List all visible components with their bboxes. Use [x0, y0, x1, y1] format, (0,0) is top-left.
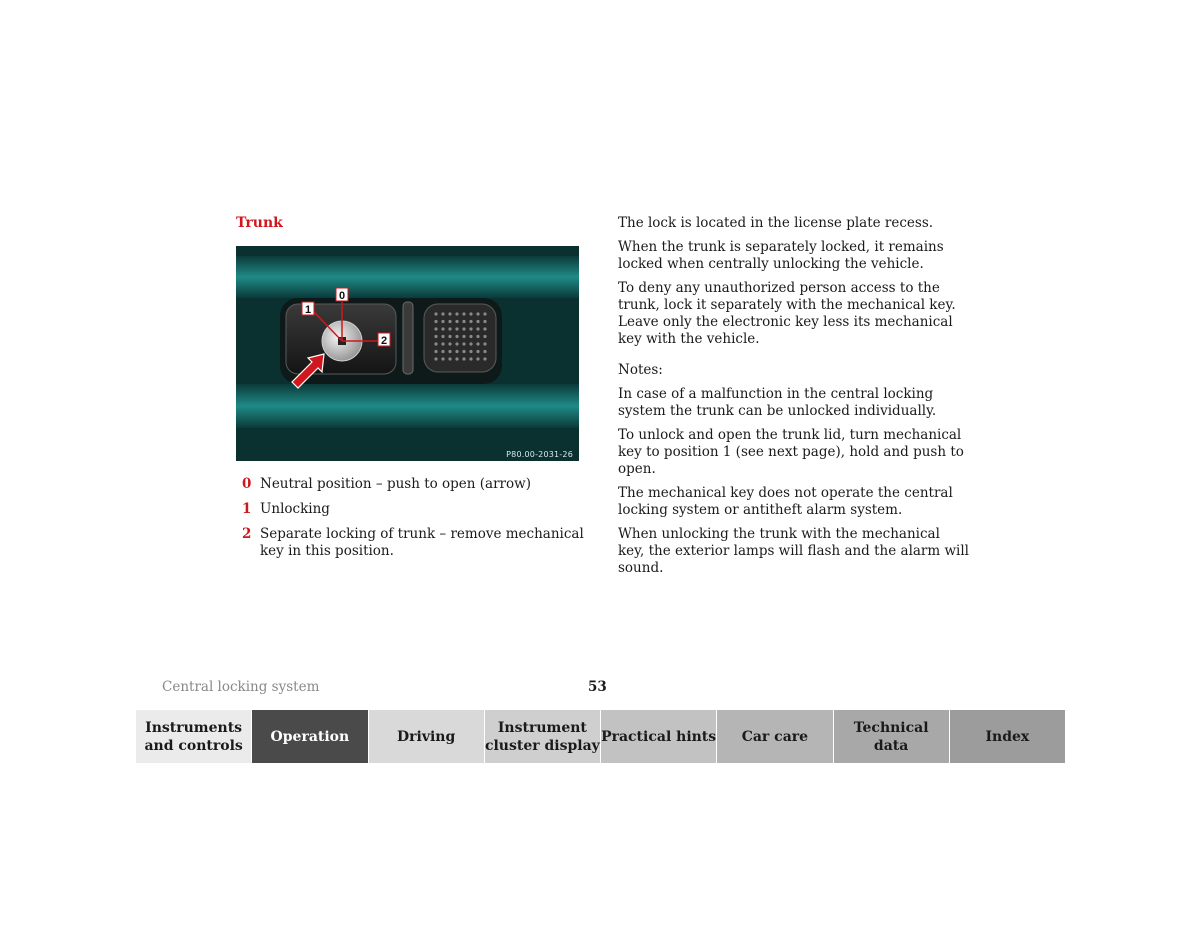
grip-dot [469, 342, 472, 345]
grip-dot [476, 342, 479, 345]
grip-dot [476, 335, 479, 338]
callout-1: 1 [304, 304, 312, 316]
grip-dot [434, 320, 437, 323]
body-paragraph: When the trunk is separately locked, it remains locked when centrally unlocking the vehicle. [618, 239, 944, 272]
grip-dot [483, 335, 486, 338]
legend-item [236, 526, 586, 560]
grip-dot [434, 312, 437, 315]
grip-dot [434, 342, 437, 345]
note-paragraph: In case of a malfunction in the central locking system the trunk can be unlocked individually. [618, 386, 937, 419]
grip-dot [434, 357, 437, 360]
nav-tab-instruments-and-controls[interactable]: Instruments and controls [136, 710, 252, 763]
chapter-nav [136, 710, 1065, 763]
legend-number: 0 [242, 476, 252, 492]
callout-2: 2 [380, 335, 388, 347]
grip-dot [455, 357, 458, 360]
grip-dot [483, 350, 486, 353]
body-paragraph: The lock is located in the license plate recess. [618, 215, 934, 231]
note-paragraph: When unlocking the trunk with the mechanical key, the exterior lamps will flash and the alarm will sound. [618, 526, 969, 576]
grip-dot [448, 357, 451, 360]
grip-dot [476, 320, 479, 323]
grip-dot [469, 327, 472, 330]
grip-dot [455, 350, 458, 353]
grip-dot [434, 350, 437, 353]
grip-dot [455, 320, 458, 323]
grip-dot [455, 312, 458, 315]
nav-tab-operation[interactable]: Operation [252, 710, 368, 763]
grip-dot [448, 320, 451, 323]
legend-list [236, 476, 586, 568]
grip-dot [455, 335, 458, 338]
grip-dot [448, 312, 451, 315]
note-paragraph: The mechanical key does not operate the central locking system or antitheft alarm system. [618, 485, 953, 518]
legend-item [236, 476, 586, 493]
divider-slot [403, 302, 413, 374]
grip-dot [483, 327, 486, 330]
grip-dot [448, 350, 451, 353]
grip-dot [476, 357, 479, 360]
grip-dot [462, 342, 465, 345]
body-paragraph: To deny any unauthorized person access to the trunk, lock it separately with the mechanical key. Leave only the electronic key less its mechanical key with the vehicle. [618, 280, 956, 347]
grip-dot [434, 335, 437, 338]
legend-text: Unlocking [260, 501, 330, 517]
grip-dot [469, 320, 472, 323]
grip-dot [483, 357, 486, 360]
grip-dot [462, 320, 465, 323]
nav-tab-practical-hints[interactable]: Practical hints [601, 710, 717, 763]
nav-tab-technical-data[interactable]: Technical data [834, 710, 950, 763]
legend-item [236, 501, 586, 518]
grip-dot [476, 327, 479, 330]
grip-dot [469, 335, 472, 338]
grip-dot [441, 350, 444, 353]
legend-number: 2 [242, 526, 252, 542]
trunk-lock-drawing [236, 246, 579, 461]
grip-dot [483, 312, 486, 315]
grip-dot [476, 350, 479, 353]
grip-dot [434, 327, 437, 330]
grip-dot [448, 342, 451, 345]
grip-dot [455, 327, 458, 330]
grip-dot [441, 327, 444, 330]
grip-dot [441, 312, 444, 315]
nav-tab-instrument-cluster-display[interactable]: Instrument cluster display [485, 710, 601, 763]
grip-dot [462, 350, 465, 353]
grip-dot [483, 342, 486, 345]
legend-number: 1 [242, 501, 252, 517]
grip-dot [469, 357, 472, 360]
grip-dot [455, 342, 458, 345]
legend-text: Separate locking of trunk – remove mechanical key in this position. [260, 526, 584, 559]
notes-label: Notes: [618, 362, 663, 378]
footer-section-title: Central locking system [162, 679, 320, 695]
grip-dot [441, 342, 444, 345]
trunk-lock-illustration [236, 246, 579, 461]
grip-dot [462, 312, 465, 315]
grip-dot [441, 320, 444, 323]
nav-tab-car-care[interactable]: Car care [717, 710, 833, 763]
page-number: 53 [588, 679, 607, 695]
grip-dot [462, 357, 465, 360]
callout-0: 0 [338, 290, 346, 302]
grip-dot [462, 327, 465, 330]
grip-dot [476, 312, 479, 315]
body-text [618, 215, 970, 584]
grip-dot [441, 357, 444, 360]
grip-dot [448, 327, 451, 330]
figure-code: P80.00-2031-26 [506, 450, 573, 459]
grip-dot [483, 320, 486, 323]
grip-dot [441, 335, 444, 338]
note-paragraph: To unlock and open the trunk lid, turn mechanical key to position 1 (see next page), hold and push to open. [618, 427, 964, 477]
legend-text: Neutral position – push to open (arrow) [260, 476, 531, 492]
upper-light-band [236, 256, 579, 298]
section-title: Trunk [236, 215, 283, 231]
grip-dot [469, 350, 472, 353]
grip-dot [462, 335, 465, 338]
grip-dot [448, 335, 451, 338]
nav-tab-driving[interactable]: Driving [369, 710, 485, 763]
grip-dot [469, 312, 472, 315]
lower-light-band [236, 384, 579, 428]
nav-tab-index[interactable]: Index [950, 710, 1065, 763]
